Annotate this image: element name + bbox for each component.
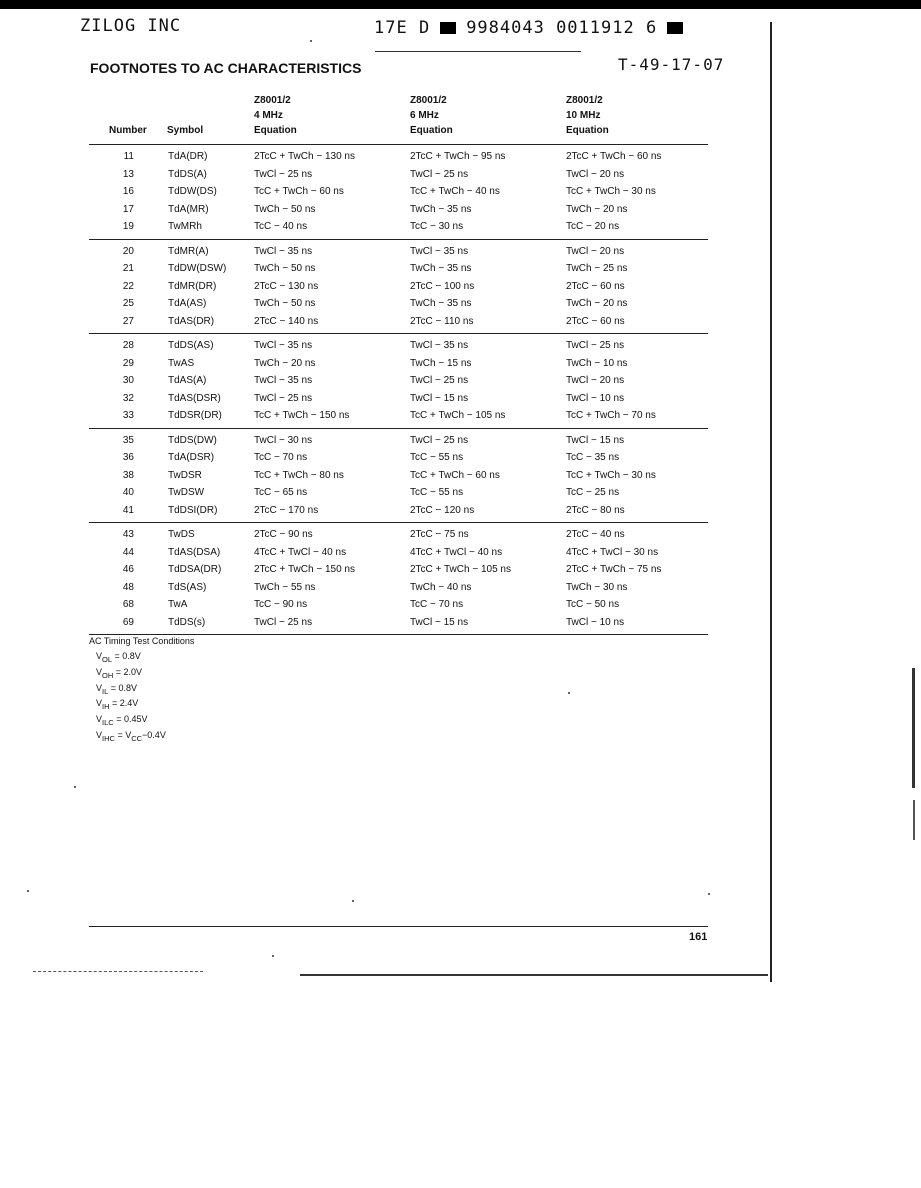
cell-number: 27 [122,315,134,327]
cell-symbol: TdDS(AS) [168,340,214,352]
cell-number: 40 [122,487,134,499]
cell-eq-4mhz: TwCl − 35 ns [254,375,313,387]
scan-bottom-dash [33,971,203,972]
cell-number: 48 [122,581,134,593]
table-row [89,145,708,166]
table-row [89,523,708,544]
scan-speck [352,900,354,902]
scan-speck [27,890,29,892]
col-header-symbol: Symbol [167,125,204,136]
table-row [89,428,708,449]
cell-symbol: TdA(DSR) [168,452,215,464]
cell-eq-10mhz: 2TcC − 60 ns [566,315,625,327]
condition-item: $V_{IL} = 0.8V$ [96,682,138,696]
cell-eq-6mhz: TwCl − 15 ns [410,616,469,628]
cell-eq-4mhz: 2TcC + TwCh − 130 ns [254,151,355,163]
footer-rule [89,926,708,927]
cell-number: 43 [122,529,134,541]
scan-speck [310,40,312,42]
scan-bottom-rule [300,974,768,976]
cell-number: 17 [122,203,134,215]
cell-eq-6mhz: TcC + TwCh − 40 ns [410,186,500,198]
table-row [89,183,708,201]
table-row [89,579,708,597]
cell-eq-10mhz: TcC + TwCh − 30 ns [566,469,656,481]
cell-eq-6mhz: TwCh − 35 ns [410,263,472,275]
cell-symbol: TwDSR [168,469,202,481]
table-row [89,390,708,408]
cell-eq-4mhz: TwCl − 25 ns [254,168,313,180]
cell-symbol: TdDW(DS) [168,186,217,198]
cell-eq-4mhz: TwCh − 55 ns [254,581,316,593]
scan-edge-line [770,22,772,982]
cell-eq-6mhz: TwCh − 35 ns [410,298,472,310]
cell-eq-10mhz: 4TcC + TwCl − 30 ns [566,546,659,558]
cell-number: 22 [122,280,134,292]
cell-eq-4mhz: TcC − 90 ns [254,599,308,611]
cell-eq-6mhz: TwCl − 25 ns [410,434,469,446]
cell-number: 68 [122,599,134,611]
cell-number: 13 [122,168,134,180]
cell-symbol: TdDW(DSW) [168,263,227,275]
cell-eq-10mhz: TwCl − 10 ns [566,392,625,404]
cell-eq-4mhz: TcC + TwCh − 80 ns [254,469,344,481]
cell-eq-6mhz: 2TcC − 110 ns [410,315,474,327]
cell-eq-6mhz: TwCl − 25 ns [410,168,469,180]
cell-eq-4mhz: TwCl − 35 ns [254,340,313,352]
black-block-mark [440,22,456,34]
table-row [89,407,708,428]
cell-eq-10mhz: TwCh − 10 ns [566,357,628,369]
table-row [89,239,708,260]
scan-margin-mark [913,800,915,840]
cell-number: 29 [122,357,134,369]
cell-eq-4mhz: TwCh − 50 ns [254,298,316,310]
table-row [89,484,708,502]
table-row [89,614,708,635]
cell-eq-4mhz: 4TcC + TwCl − 40 ns [254,546,347,558]
cell-eq-4mhz: TwCl − 25 ns [254,616,313,628]
scan-speck [74,786,76,788]
cell-eq-10mhz: TwCl − 10 ns [566,616,625,628]
cell-eq-10mhz: TwCl − 25 ns [566,340,625,352]
cell-number: 33 [122,410,134,422]
header-code: 9984043 0011912 6 [466,18,658,38]
cell-eq-10mhz: TwCl − 20 ns [566,245,625,257]
cell-symbol: TdAS(DR) [168,315,215,327]
table-row [89,295,708,313]
cell-number: 19 [122,221,134,233]
header-rule [375,51,581,52]
document-code: T-49-17-07 [618,55,725,74]
table-row [89,544,708,562]
cell-eq-6mhz: 2TcC − 75 ns [410,529,469,541]
table-row [89,355,708,373]
page-number: 161 [689,931,708,943]
col-header-4mhz: Z8001/2 4 MHz Equation [254,95,297,136]
cell-eq-6mhz: TwCl − 15 ns [410,392,469,404]
cell-symbol: TdDS(s) [168,616,206,628]
cell-symbol: TdDS(DW) [168,434,217,446]
cell-eq-4mhz: TwCl − 25 ns [254,392,313,404]
cell-eq-10mhz: TcC + TwCh − 70 ns [566,410,656,422]
cell-eq-6mhz: 2TcC − 120 ns [410,504,475,516]
company-header: ZILOG INC [80,16,182,36]
header-codes [374,18,683,38]
cell-eq-4mhz: TcC − 40 ns [254,221,308,233]
cell-eq-6mhz: TcC + TwCh − 105 ns [410,410,506,422]
scan-top-bar [0,0,921,9]
cell-symbol: TwAS [168,357,195,369]
cell-eq-4mhz: TcC − 70 ns [254,452,308,464]
cell-number: 28 [122,340,134,352]
table-row [89,467,708,485]
cell-symbol: TdA(AS) [168,298,207,310]
black-block-mark [667,22,683,34]
cell-symbol: TdS(AS) [168,581,207,593]
cell-symbol: TwDSW [168,487,205,499]
cell-eq-6mhz: TcC − 70 ns [410,599,464,611]
cell-eq-10mhz: 2TcC − 40 ns [566,529,625,541]
cell-eq-10mhz: 2TcC − 80 ns [566,504,625,516]
cell-eq-10mhz: 2TcC − 60 ns [566,280,625,292]
table-row [89,260,708,278]
cell-eq-10mhz: 2TcC + TwCh − 75 ns [566,564,662,576]
cell-eq-10mhz: TwCl − 20 ns [566,168,625,180]
cell-number: 16 [122,186,134,198]
cell-eq-6mhz: TwCh − 40 ns [410,581,472,593]
test-conditions-title: AC Timing Test Conditions [89,636,195,646]
cell-eq-6mhz: 2TcC + TwCh − 95 ns [410,151,506,163]
cell-symbol: TdAS(A) [168,375,207,387]
cell-number: 69 [122,616,134,628]
cell-eq-4mhz: TcC + TwCh − 150 ns [254,410,350,422]
cell-symbol: TdDSI(DR) [168,504,218,516]
cell-eq-4mhz: 2TcC − 90 ns [254,529,313,541]
cell-number: 21 [122,263,134,275]
condition-item: $V_{IH} = 2.4V$ [96,698,139,712]
cell-eq-10mhz: TwCh − 20 ns [566,298,628,310]
cell-eq-6mhz: TwCh − 15 ns [410,357,472,369]
cell-symbol: TdDS(A) [168,168,207,180]
cell-symbol: TdMR(DR) [168,280,217,292]
cell-eq-6mhz: 4TcC + TwCl − 40 ns [410,546,503,558]
cell-eq-6mhz: 2TcC + TwCh − 105 ns [410,564,511,576]
cell-symbol: TdAS(DSR) [168,392,221,404]
cell-symbol: TwMRh [168,221,202,233]
table-row [89,502,708,523]
cell-eq-10mhz: TwCh − 20 ns [566,203,628,215]
scan-speck [708,893,710,895]
condition-item: $V_{IHC} = V_{CC}-0.4V$ [96,729,166,743]
cell-number: 30 [122,375,134,387]
cell-eq-6mhz: 2TcC − 100 ns [410,280,475,292]
cell-eq-4mhz: TwCl − 35 ns [254,245,313,257]
cell-symbol: TdA(DR) [168,151,208,163]
cell-eq-6mhz: TwCl − 35 ns [410,340,469,352]
cell-number: 25 [122,298,134,310]
cell-eq-4mhz: 2TcC − 140 ns [254,315,319,327]
cell-number: 32 [122,392,134,404]
cell-eq-4mhz: TwCh − 50 ns [254,203,316,215]
table-header-row [89,93,708,145]
ac-characteristics-table [89,93,708,635]
cell-eq-6mhz: TcC − 30 ns [410,221,464,233]
cell-eq-4mhz: TwCh − 50 ns [254,263,316,275]
cell-symbol: TwA [168,599,188,611]
cell-eq-10mhz: TwCh − 30 ns [566,581,628,593]
cell-number: 36 [122,452,134,464]
table-row [89,372,708,390]
cell-number: 20 [122,245,134,257]
table-row [89,313,708,334]
table-row [89,561,708,579]
cell-eq-4mhz: TcC + TwCh − 60 ns [254,186,344,198]
cell-eq-6mhz: TcC + TwCh − 60 ns [410,469,500,481]
cell-eq-6mhz: TwCh − 35 ns [410,203,472,215]
cell-symbol: TdDSR(DR) [168,410,222,422]
cell-symbol: TdA(MR) [168,203,209,215]
scan-margin-mark [912,668,915,788]
cell-eq-4mhz: 2TcC + TwCh − 150 ns [254,564,355,576]
table-row [89,278,708,296]
cell-eq-4mhz: 2TcC − 130 ns [254,280,319,292]
scan-speck [568,692,570,694]
test-conditions [89,635,194,745]
col-header-10mhz: Z8001/2 10 MHz Equation [566,95,609,136]
condition-item: $V_{OH} = 2.0V$ [96,666,143,680]
condition-item: $V_{OL} = 0.8V$ [96,651,141,664]
cell-number: 46 [122,564,134,576]
cell-eq-10mhz: 2TcC + TwCh − 60 ns [566,151,662,163]
cell-symbol: TdAS(DSA) [168,546,221,558]
condition-item: $V_{ILC} = 0.45V$ [96,714,148,727]
cell-eq-4mhz: 2TcC − 170 ns [254,504,319,516]
col-header-6mhz: Z8001/2 6 MHz Equation [410,95,453,136]
cell-number: 41 [122,504,134,516]
cell-eq-10mhz: TcC − 20 ns [566,221,620,233]
table-row [89,218,708,239]
cell-eq-6mhz: TwCl − 35 ns [410,245,469,257]
cell-number: 35 [122,434,134,446]
cell-eq-10mhz: TwCh − 25 ns [566,263,628,275]
cell-symbol: TwDS [168,529,195,541]
table-row [89,596,708,614]
col-header-number: Number [109,125,147,136]
cell-symbol: TdDSA(DR) [168,564,222,576]
cell-eq-10mhz: TwCl − 20 ns [566,375,625,387]
cell-eq-6mhz: TwCl − 25 ns [410,375,469,387]
table-row [89,166,708,184]
cell-number: 44 [122,546,134,558]
cell-eq-6mhz: TcC − 55 ns [410,452,464,464]
table-row [89,201,708,219]
cell-eq-10mhz: TwCl − 15 ns [566,434,625,446]
cell-symbol: TdMR(A) [168,245,209,257]
cell-eq-4mhz: TwCl − 30 ns [254,434,313,446]
cell-eq-4mhz: TcC − 65 ns [254,487,308,499]
header-code: 17E D [374,18,431,38]
cell-eq-4mhz: TwCh − 20 ns [254,357,316,369]
cell-eq-10mhz: TcC − 35 ns [566,452,620,464]
cell-number: 38 [122,469,134,481]
cell-eq-10mhz: TcC + TwCh − 30 ns [566,186,656,198]
page-title: FOOTNOTES TO AC CHARACTERISTICS [90,60,362,76]
table-row [89,449,708,467]
cell-number: 11 [123,151,134,163]
cell-eq-10mhz: TcC − 50 ns [566,599,620,611]
scan-speck [272,955,274,957]
cell-eq-6mhz: TcC − 55 ns [410,487,464,499]
cell-eq-10mhz: TcC − 25 ns [566,487,620,499]
table-row [89,334,708,355]
